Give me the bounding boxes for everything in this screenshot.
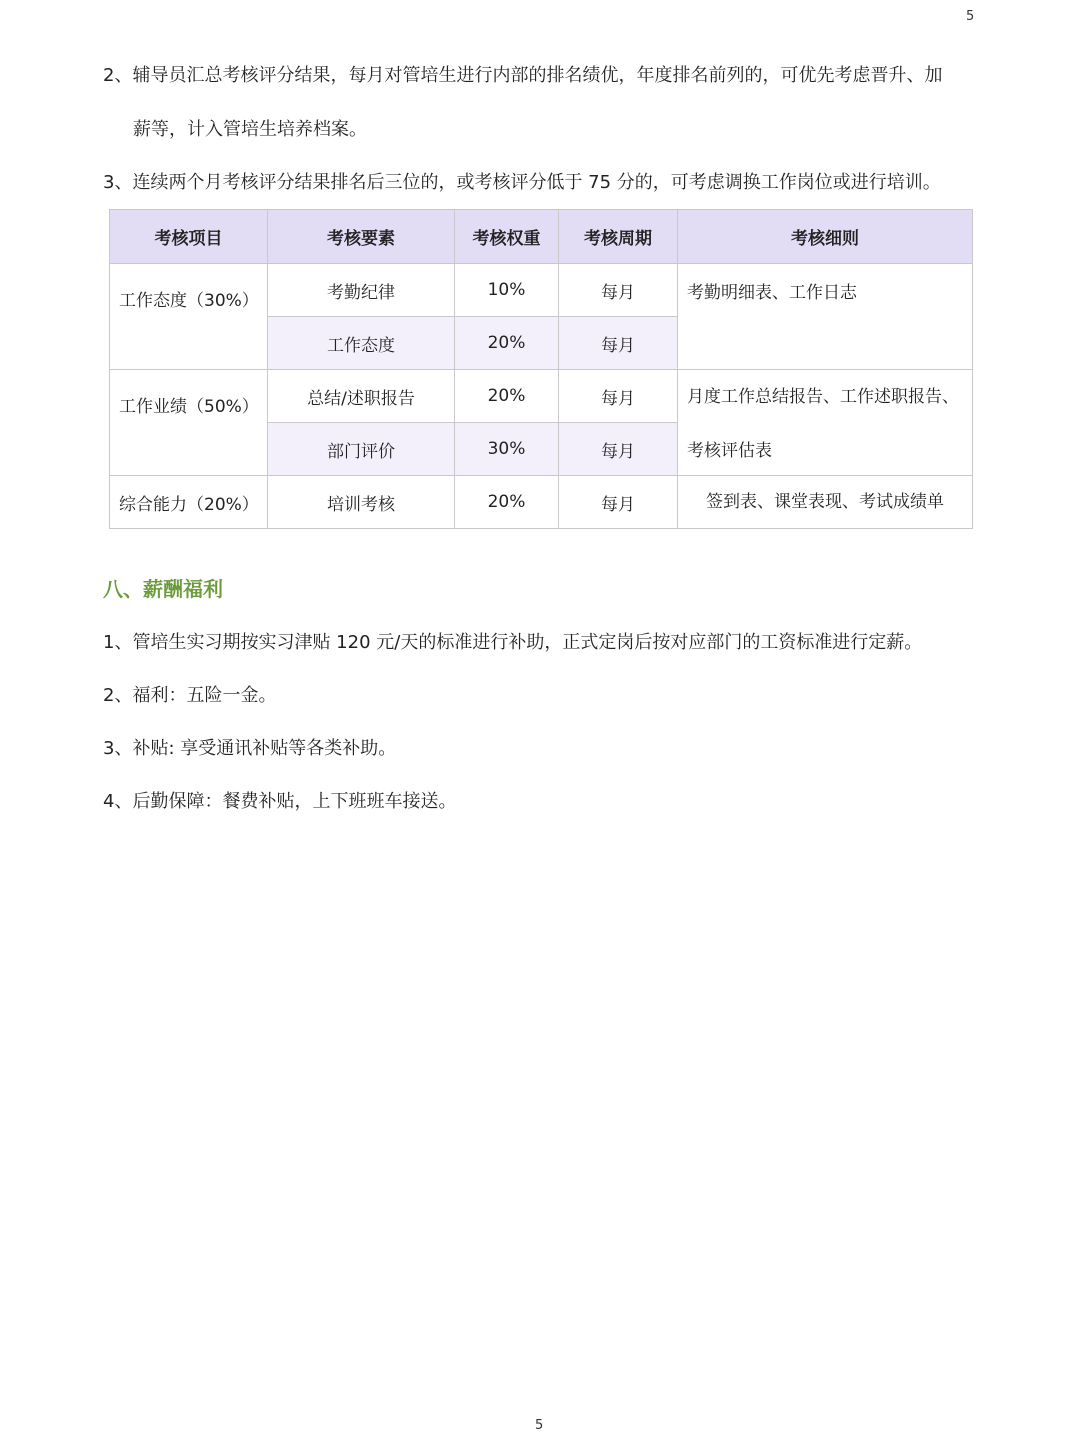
assessment-table xyxy=(109,209,973,529)
cell-detail xyxy=(678,264,973,370)
cell-cycle: 每月 xyxy=(559,317,678,370)
cell-element: 部门评价 xyxy=(268,423,455,476)
detail-line: 考勤明细表、工作日志 xyxy=(687,283,857,303)
cell-weight: 20% xyxy=(455,370,559,423)
page-number-top: 5 xyxy=(966,9,975,24)
cell-weight: 30% xyxy=(455,423,559,476)
cell-element: 工作态度 xyxy=(268,317,455,370)
header-cycle: 考核周期 xyxy=(559,210,678,264)
cell-element: 培训考核 xyxy=(268,476,455,529)
cell-item: 工作态度（30%） xyxy=(110,264,268,370)
cell-weight: 20% xyxy=(455,476,559,529)
cell-detail: 签到表、课堂表现、考试成绩单 xyxy=(678,476,973,529)
header-item: 考核项目 xyxy=(110,210,268,264)
compensation-item-2: 2、福利：五险一金。 xyxy=(103,685,277,706)
detail-line: 考核评估表 xyxy=(687,441,772,461)
cell-cycle: 每月 xyxy=(559,476,678,529)
cell-item: 工作业绩（50%） xyxy=(110,370,268,476)
cell-item: 综合能力（20%） xyxy=(110,476,268,529)
cell-cycle: 每月 xyxy=(559,264,678,317)
compensation-item-3: 3、补贴: 享受通讯补贴等各类补助。 xyxy=(103,738,397,759)
table-row xyxy=(110,476,973,529)
paragraph-3: 3、连续两个月考核评分结果排名后三位的，或考核评分低于 75 分的，可考虑调换工作岗位或进行培训。 xyxy=(103,172,941,193)
header-element: 考核要素 xyxy=(268,210,455,264)
page-number-bottom: 5 xyxy=(535,1418,544,1433)
table-header-row xyxy=(110,210,973,264)
cell-weight: 10% xyxy=(455,264,559,317)
section-heading-compensation: 八、薪酬福利 xyxy=(103,577,223,601)
cell-cycle: 每月 xyxy=(559,423,678,476)
table-row xyxy=(110,264,973,317)
paragraph-2-line-2: 薪等，计入管培生培养档案。 xyxy=(133,119,367,140)
cell-element: 考勤纪律 xyxy=(268,264,455,317)
paragraph-2-line-1: 2、辅导员汇总考核评分结果，每月对管培生进行内部的排名绩优，年度排名前列的，可优先考虑晋升、加 xyxy=(103,65,943,86)
detail-line: 月度工作总结报告、工作述职报告、 xyxy=(687,387,959,407)
cell-cycle: 每月 xyxy=(559,370,678,423)
cell-detail xyxy=(678,370,973,476)
cell-element: 总结/述职报告 xyxy=(268,370,455,423)
table-row xyxy=(110,370,973,423)
header-weight: 考核权重 xyxy=(455,210,559,264)
cell-weight: 20% xyxy=(455,317,559,370)
compensation-item-1: 1、管培生实习期按实习津贴 120 元/天的标准进行补助，正式定岗后按对应部门的工资标准进行定薪。 xyxy=(103,632,923,653)
compensation-item-4: 4、后勤保障：餐费补贴，上下班班车接送。 xyxy=(103,791,457,812)
header-detail: 考核细则 xyxy=(678,210,973,264)
